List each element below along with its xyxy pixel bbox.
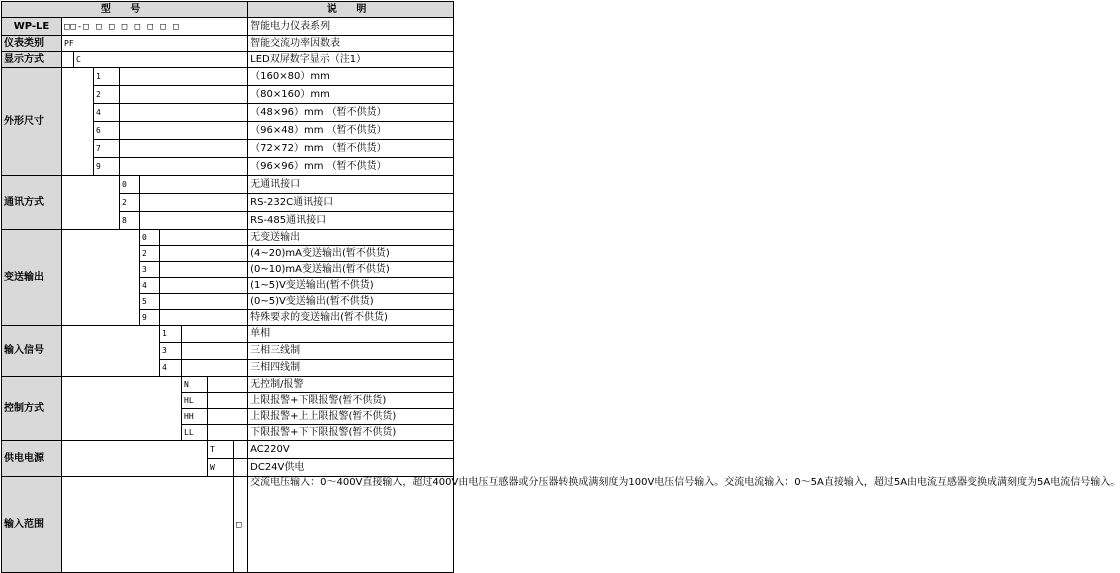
control-description: 下限报警+下下限报警(暂不供货) [248,425,454,441]
control-description: 上限报警+上上限报警(暂不供货) [248,409,454,425]
code-box: □ [160,21,167,32]
range-row [2,477,454,573]
size-description: （160×80）mm [248,68,454,86]
code-box: □ [83,21,90,32]
size-description: （48×96）mm （暂不供货） [248,104,454,122]
input-signal-code: 3 [160,343,182,360]
comm-code: 0 [120,176,140,194]
output-code: 4 [140,278,160,294]
meter-type-description: 智能交流功率因数表 [248,36,454,52]
size-code: 4 [94,104,120,122]
range-label: 输入范围 [2,477,62,573]
control-description: 上限报警+下限报警(暂不供货) [248,393,454,409]
size-code: 7 [94,140,120,158]
output-code: 5 [140,294,160,310]
display-row [2,52,454,68]
model-row [2,18,454,36]
control-code: LL [182,425,208,441]
size-description: （72×72）mm （暂不供货） [248,140,454,158]
code-dash: - [76,21,84,32]
code-box: □ [96,21,103,32]
size-code: 1 [94,68,120,86]
code-box: □ [173,21,180,32]
input-signal-description: 单相 [248,326,454,343]
output-description: (0~10)mA变送输出(暂不供货) [248,262,454,278]
output-description: 特殊要求的变送输出(暂不供货) [248,310,454,326]
output-row [2,230,454,246]
output-description: (4~20)mA变送输出(暂不供货) [248,246,454,262]
code-box: □ [147,21,154,32]
output-description: (0~5)V变送输出(暂不供货) [248,294,454,310]
control-row [2,377,454,393]
control-code: HL [182,393,208,409]
power-label: 供电电源 [2,441,62,477]
comm-row [2,176,454,194]
control-code: HH [182,409,208,425]
range-description: 交流电压输入：0～400V直接输入，超过400V由电压互感器或分压器转换成满刻度为100V电压信号输入。交流电流输入：0～5A直接输入，超过5A由电流互感器变换成满刻度为5A电流信号输入。 [248,477,454,573]
control-code: N [182,377,208,393]
input-signal-description: 三相四线制 [248,360,454,377]
control-description: 无控制/报警 [248,377,454,393]
model-selection-table [1,1,1120,573]
comm-code: 2 [120,194,140,212]
output-code: 3 [140,262,160,278]
display-label: 显示方式 [2,52,62,68]
size-row [2,68,454,86]
meter-type-row [2,36,454,52]
input-signal-code: 1 [160,326,182,343]
comm-description: RS-485通讯接口 [248,212,454,230]
power-code: W [208,459,234,477]
display-code: C [74,52,248,68]
size-description: （96×96）mm （暂不供货） [248,158,454,176]
input-signal-description: 三相三线制 [248,343,454,360]
output-code: 9 [140,310,160,326]
comm-description: RS-232C通讯接口 [248,194,454,212]
power-row [2,441,454,459]
output-code: 2 [140,246,160,262]
size-code: 2 [94,86,120,104]
input-signal-label: 输入信号 [2,326,62,377]
input-signal-code: 4 [160,360,182,377]
output-description: (1~5)V变送输出(暂不供货) [248,278,454,294]
size-label: 外形尺寸 [2,68,62,176]
description-header: 说 明 [248,2,454,18]
model-description: 智能电力仪表系列 [248,18,454,36]
output-label: 变送输出 [2,230,62,326]
code-box: □ [134,21,142,32]
model-label: WP-LE [2,18,62,36]
output-code: 0 [140,230,160,246]
power-description: DC24V供电 [248,459,454,477]
code-box: □ [108,21,116,32]
model-code-boxes [62,18,248,36]
display-description: LED双屏数字显示（注1） [248,52,454,68]
control-label: 控制方式 [2,377,62,441]
size-description: （96×48）mm （暂不供货） [248,122,454,140]
comm-description: 无通讯接口 [248,176,454,194]
meter-type-code: PF [62,36,248,52]
input-signal-row [2,326,454,343]
table-header-row [2,2,454,18]
model-header: 型 号 [2,2,248,18]
code-box: □ [121,21,129,32]
range-code: □ [234,477,248,573]
meter-type-label: 仪表类别 [2,36,62,52]
size-description: （80×160）mm [248,86,454,104]
power-description: AC220V [248,441,454,459]
power-code: T [208,441,234,459]
code-box: □□ [64,21,77,32]
size-code: 6 [94,122,120,140]
comm-label: 通讯方式 [2,176,62,230]
output-description: 无变送输出 [248,230,454,246]
size-code: 9 [94,158,120,176]
comm-code: 8 [120,212,140,230]
